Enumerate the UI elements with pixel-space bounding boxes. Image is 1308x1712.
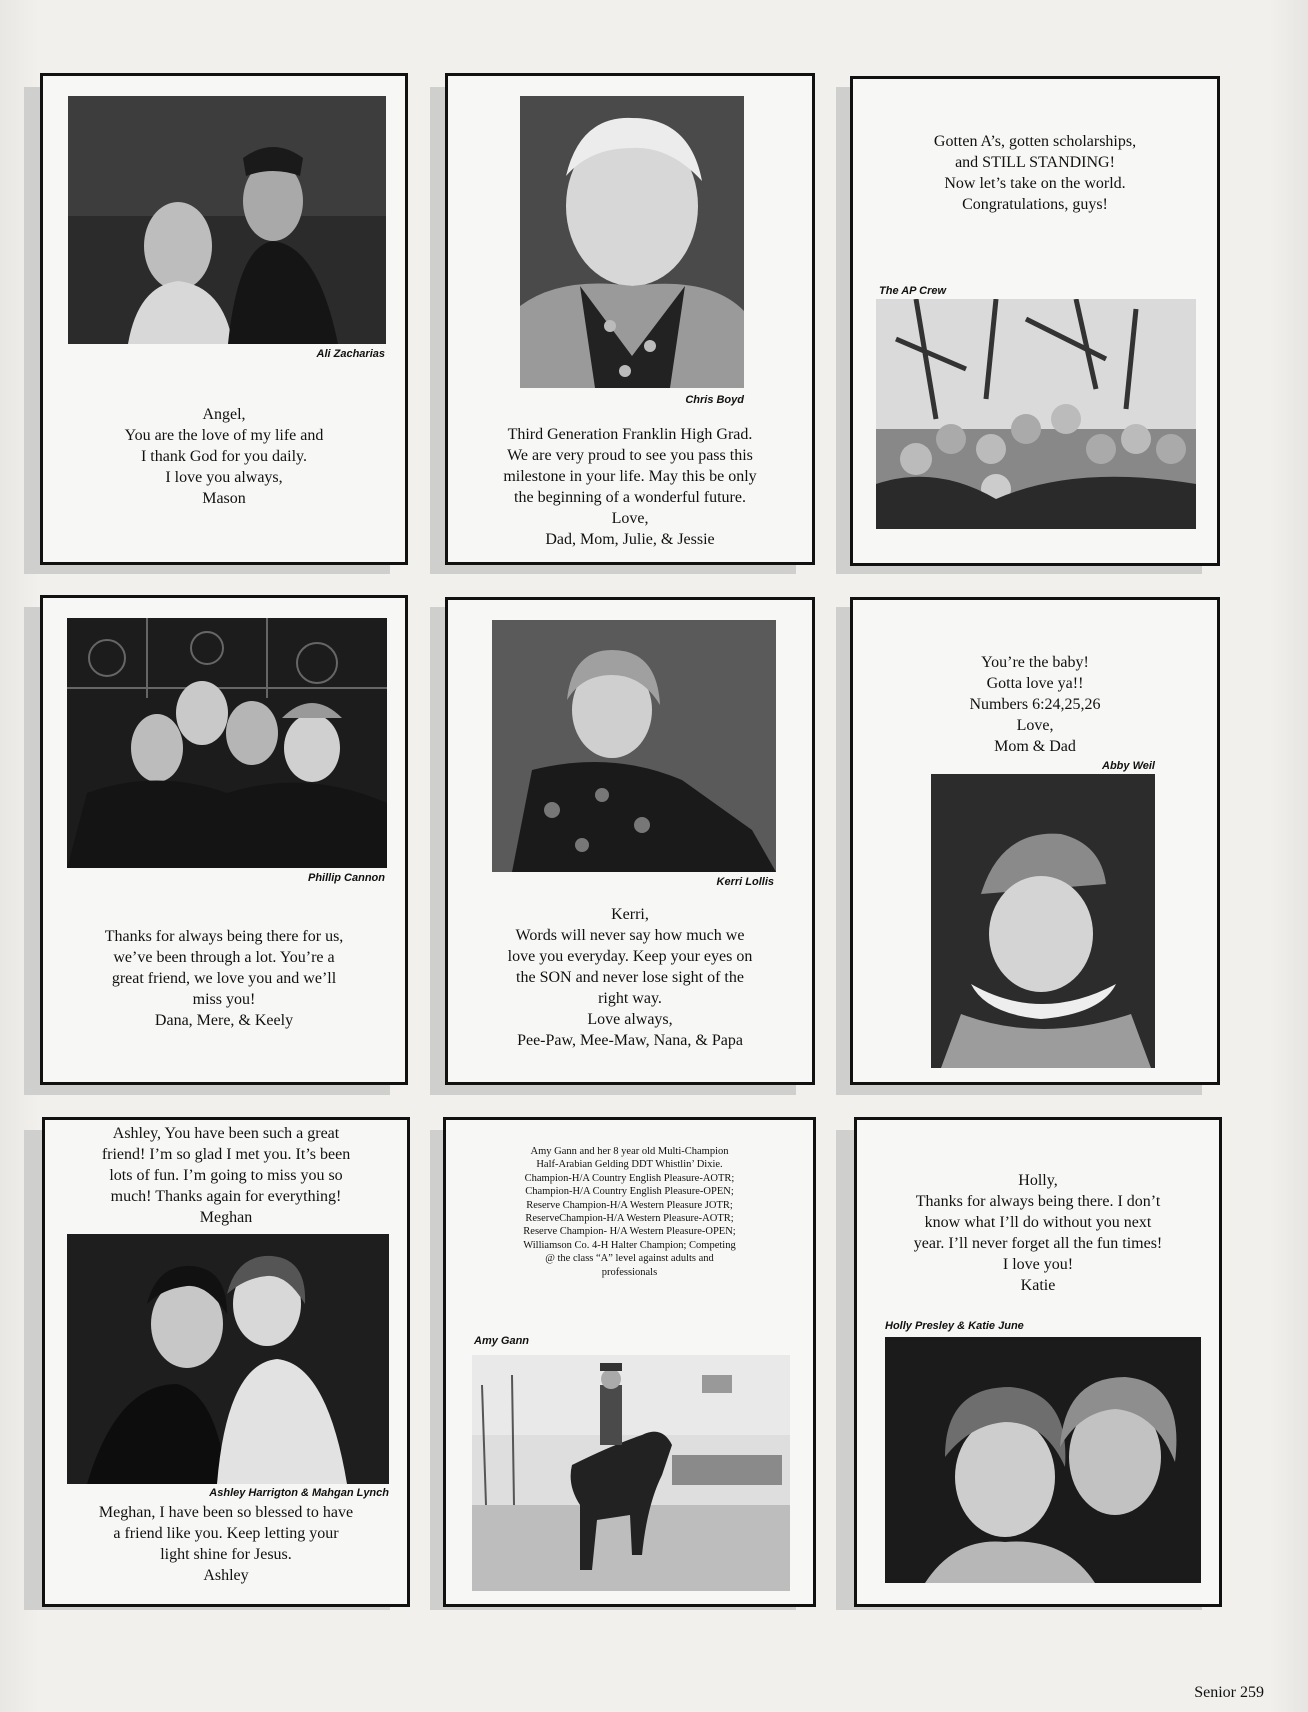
ad-card-amy-gann: [443, 1117, 816, 1607]
photo-caption: The AP Crew: [879, 285, 947, 297]
ad-card-holly-katie: [854, 1117, 1222, 1607]
ad-card-kerri-lollis: [445, 597, 815, 1085]
message-text: Angel, You are the love of my life and I thank God for you daily. I love you always, Mason: [124, 406, 324, 507]
page-footer: [1194, 1684, 1264, 1702]
ad-card-ashley-meghan: [42, 1117, 410, 1607]
photo-horse-rider: [472, 1355, 790, 1591]
photo-caption: Ashley Harrigton & Mahgan Lynch: [209, 1487, 389, 1499]
photo-baby-clown: [931, 774, 1155, 1068]
photo-group: [876, 299, 1196, 529]
message-text: Thanks for always being there for us, we’ve been through a lot. You’re a great friend, we love you and we’ll miss you! Dana, Mere, & Keely: [104, 928, 344, 1029]
photo-caption: Ali Zacharias: [316, 348, 385, 360]
message-text: You’re the baby! Gotta love ya!! Numbers 6:24,25,26 Love, Mom & Dad: [969, 654, 1101, 755]
photo-friends: [67, 618, 387, 868]
photo-toddler: [520, 96, 744, 388]
message-text-bottom: Meghan, I have been so blessed to have a friend like you. Keep letting your light shine for Jesus. Ashley: [98, 1504, 354, 1584]
ad-card-ali-zacharias: [40, 73, 408, 565]
ad-card-phillip-cannon: [40, 595, 408, 1085]
message-text: Amy Gann and her 8 year old Multi-Champion Half-Arabian Gelding DDT Whistlin’ Dixie. Champion-H/A Country English Pleasure-AOTR; Champion-H/A Country English Pleasure-OPEN; Reserve Champion-H/A Western Pleasure JOTR; ReserveChampion-H/A Western Pleasure-AOTR; Reserve Champion- H/A Western Pleasure-OPEN; Williamson Co. 4-H Halter Champion; Competing @ the class “A” level against adults and professionals: [523, 1146, 736, 1278]
ad-card-chris-boyd: [445, 73, 815, 565]
photo-little-girl: [492, 620, 776, 872]
photo-two-friends: [885, 1337, 1201, 1583]
ad-card-ap-crew: [850, 76, 1220, 566]
message-text: Kerri, Words will never say how much we love you everyday. Keep your eyes on the SON and never lose sight of the right way. Love always, Pee-Paw, Mee-Maw, Nana, & Papa: [507, 906, 753, 1049]
photo-caption: Holly Presley & Katie June: [885, 1320, 1024, 1332]
page-number: 259: [1240, 1684, 1264, 1701]
photo-couple: [68, 96, 386, 344]
ad-card-abby-weil: [850, 597, 1220, 1085]
message-text: Holly, Thanks for always being there. I don’t know what I’ll do without you next year. I’ll never forget all the fun times! I love you! Katie: [913, 1172, 1163, 1294]
photo-caption: Kerri Lollis: [716, 876, 774, 888]
photo-two-girls: [67, 1234, 389, 1484]
photo-caption: Chris Boyd: [685, 394, 744, 406]
message-text: Third Generation Franklin High Grad. We are very proud to see you pass this milestone in your life. May this be only the beginning of a wonderful future. Love, Dad, Mom, Julie, & Jessie: [503, 426, 757, 548]
photo-caption: Amy Gann: [474, 1335, 530, 1347]
section-name: Senior: [1194, 1684, 1236, 1701]
photo-caption: Abby Weil: [1102, 760, 1155, 772]
message-text-top: Ashley, You have been such a great friend! I’m so glad I met you. It’s been lots of fun. I’m going to miss you so much! Thanks again for everything! Meghan: [101, 1125, 351, 1226]
message-text: Gotten A’s, gotten scholarships, and STILL STANDING! Now let’s take on the world. Congratulations, guys!: [933, 133, 1137, 213]
photo-caption: Phillip Cannon: [308, 872, 385, 884]
